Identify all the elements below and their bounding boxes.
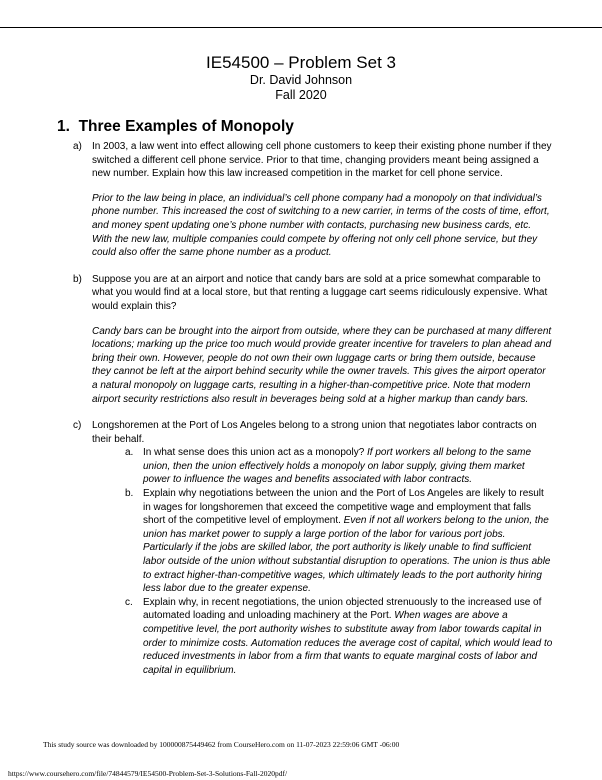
source-url[interactable]: https://www.coursehero.com/file/74844579/IE54500-Problem-Set-3-Solutions-Fall-2020pdf/ — [8, 769, 288, 778]
subquestion-c — [73, 596, 553, 678]
question-label: a) — [73, 141, 82, 152]
question-text: Longshoremen at the Port of Los Angeles belong to a strong union that negotiates labor contracts on their behalf. — [92, 420, 537, 445]
subquestion-label: a. — [125, 447, 134, 459]
subquestion-answer: If port workers all belong to the same union, then the union effectively holds a monopoly on labor supply, giving them market power to influence the wages and benefits associated with labor contracts. — [143, 447, 532, 486]
question-text: In 2003, a law went into effect allowing cell phone customers to keep their existing phone number if they switched a different cell phone service. Prior to that time, changing providers meant being assigned a new number. Explain how this law increased competition in the market for cell phone service. — [92, 141, 552, 180]
document-term: Fall 2020 — [275, 88, 327, 102]
section-heading — [57, 118, 294, 136]
subquestion-answer: When wages are above a competitive level, the port authority wishes to substitute away from labor towards capital in order to minimize costs. Automation reduces the average cost of capital, which would lead to reduced investments in labor from a firm that wants to equate marginal costs of labor and capital in equilibrium. — [143, 610, 553, 676]
question-a — [73, 140, 553, 181]
subquestion-a — [73, 446, 553, 487]
question-b — [73, 273, 553, 314]
subquestion-answer: Even if not all workers belong to the union, the union has market power to supply a large portion of the labor for various port jobs. Particularly if the jobs are skilled labor, the port authority is likely unable to find sufficient labor outside of the union without substantial disruption to operations. The union is thus able to extract higher-than-competitive wages, which ultimately leads to the port authority hiring less labor due to the greater expense. — [143, 515, 551, 595]
subquestion-text: Explain why negotiations between the union and the Port of Los Angeles are likely to result in wages for longshoremen that exceed the competitive wage and employment that falls short of the competitive level of employment. — [143, 488, 544, 527]
section-title: Three Examples of Monopoly — [78, 118, 294, 135]
question-label: c) — [73, 420, 82, 432]
subquestion-text: Explain why, in recent negotiations, the union objected strenuously to the increased use of automated loading and unloading machinery at the Port. — [143, 596, 542, 622]
document-title: IE54500 – Problem Set 3 — [206, 53, 396, 72]
answer-b: Candy bars can be brought into the airport from outside, where they can be purchased at many different locations; marking up the price too much would provide greater incentive for travelers to plan ahead and bring their own. However, people do not own their own luggage carts or bring them outside, because they cannot be left at the airport behind security while the owner travels. This gives the airport operator a natural monopoly on luggage carts, resulting in a higher-than-competitive price. Note that modern airport security restrictions also result in beverages being sold at a higher markup than candy bars. — [92, 325, 552, 405]
document-header — [0, 53, 602, 103]
subquestion-text: In what sense does this union act as a monopoly? — [143, 447, 368, 459]
download-note: This study source was downloaded by 100000875449462 from CourseHero.com on 11-07-2023 22:59:06 GMT -06:00 — [43, 740, 400, 749]
subquestion-b — [73, 487, 553, 596]
question-c — [73, 419, 553, 446]
document-author: Dr. David Johnson — [249, 73, 353, 87]
answer-a: Prior to the law being in place, an individual’s cell phone company had a monopoly on that individual’s phone number. This increased the cost of switching to a new carrier, in terms of the costs of time, effort, and money spent updating one’s phone number with contacts, purchasing new business cards, etc. With the new law, multiple companies could compete by offering not only cell phone service, but they could also offer the same phone number as a product. — [92, 192, 550, 259]
section-number: 1. — [57, 118, 70, 135]
question-text: Suppose you are at an airport and notice that candy bars are sold at a price somewhat comparable to what you would find at a local store, but that renting a luggage cart seems ridiculously expensive. What would explain this? — [92, 273, 548, 312]
question-label: b) — [73, 273, 82, 285]
subquestion-label: b. — [125, 488, 134, 500]
top-rule — [0, 27, 602, 28]
document-body — [73, 140, 553, 677]
subquestion-label: c. — [125, 596, 133, 608]
